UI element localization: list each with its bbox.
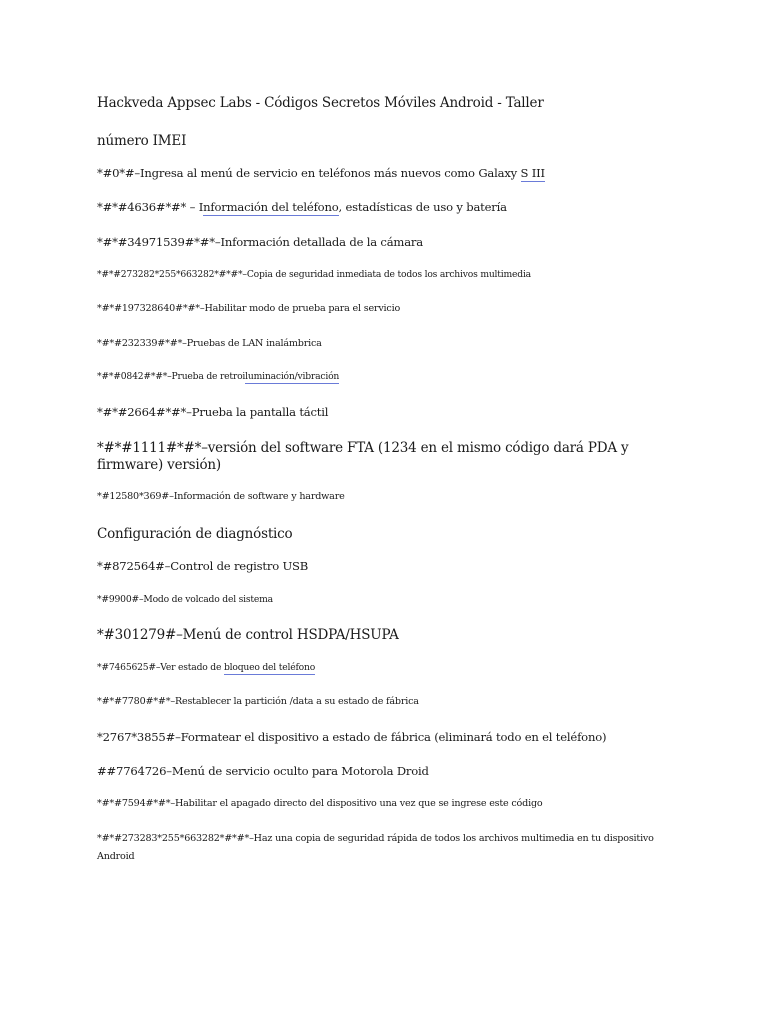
document-subtitle: número IMEI xyxy=(97,133,187,149)
link-phone-info[interactable]: nformación del teléfono xyxy=(203,200,339,214)
code-line-camera: *#*#34971539#*#*–Información detallada de la cámara xyxy=(97,235,423,249)
code-line-quick-backup: *#*#273283*255*663282*#*#*–Haz una copia de seguridad rápida de todos los archivos multimedia en tu dispositivo Android xyxy=(97,833,654,862)
code-line-backup: *#*#273282*255*663282*#*#*–Copia de seguridad inmediata de todos los archivos multimedia xyxy=(97,269,531,280)
line-text: *#*#0842#*#*–Prueba de retroi xyxy=(97,371,246,382)
code-line-hsdpa: *#301279#–Menú de control HSDPA/HSUPA xyxy=(97,627,399,643)
code-line-test-mode: *#*#197328640#*#*–Habilitar modo de prueba para el servicio xyxy=(97,303,401,314)
code-line-usb-log: *#872564#–Control de registro USB xyxy=(97,559,309,573)
code-line-dump-mode: *#9900#–Modo de volcado del sistema xyxy=(97,594,273,605)
link-backlight[interactable]: luminación/vibración xyxy=(245,371,340,382)
section-heading-diagnostics: Configuración de diagnóstico xyxy=(97,526,293,542)
code-line-phone-info xyxy=(97,200,507,214)
code-line-touchscreen: *#*#2664#*#*–Prueba la pantalla táctil xyxy=(97,405,329,419)
code-line-backlight xyxy=(97,371,339,382)
code-line-format-device: *2767*3855#–Formatear el dispositivo a estado de fábrica (eliminará todo en el teléfono) xyxy=(97,730,607,744)
line-text: *#0*#–Ingresa al menú de servicio en teléfonos más nuevos como Galaxy xyxy=(97,166,521,180)
code-line-reset-data: *#*#7780#*#*–Restablecer la partición /data a su estado de fábrica xyxy=(97,696,419,707)
link-s3[interactable]: S III xyxy=(520,166,545,180)
code-line-power-off: *#*#7594#*#*–Habilitar el apagado directo del dispositivo una vez que se ingrese este código xyxy=(97,798,543,809)
line-text: *#*#4636#*#* – I xyxy=(97,200,204,214)
document-title: Hackveda Appsec Labs - Códigos Secretos Móviles Android - Taller xyxy=(97,95,544,111)
code-line-service-menu xyxy=(97,166,545,180)
code-line-lock-status xyxy=(97,662,315,673)
code-line-wlan: *#*#232339#*#*–Pruebas de LAN inalámbrica xyxy=(97,338,322,349)
code-line-motorola: ##7764726–Menú de servicio oculto para Motorola Droid xyxy=(97,764,429,778)
line-text: *#7465625#–Ver estado de xyxy=(97,662,224,673)
link-phone-lock[interactable]: bloqueo del teléfono xyxy=(223,662,316,673)
code-line-fta-version: *#*#1111#*#*–versión del software FTA (1234 en el mismo código dará PDA y firmware) versión) xyxy=(97,440,629,473)
code-line-sw-hw: *#12580*369#–Información de software y hardware xyxy=(97,491,345,502)
line-text: , estadísticas de uso y batería xyxy=(338,200,507,214)
